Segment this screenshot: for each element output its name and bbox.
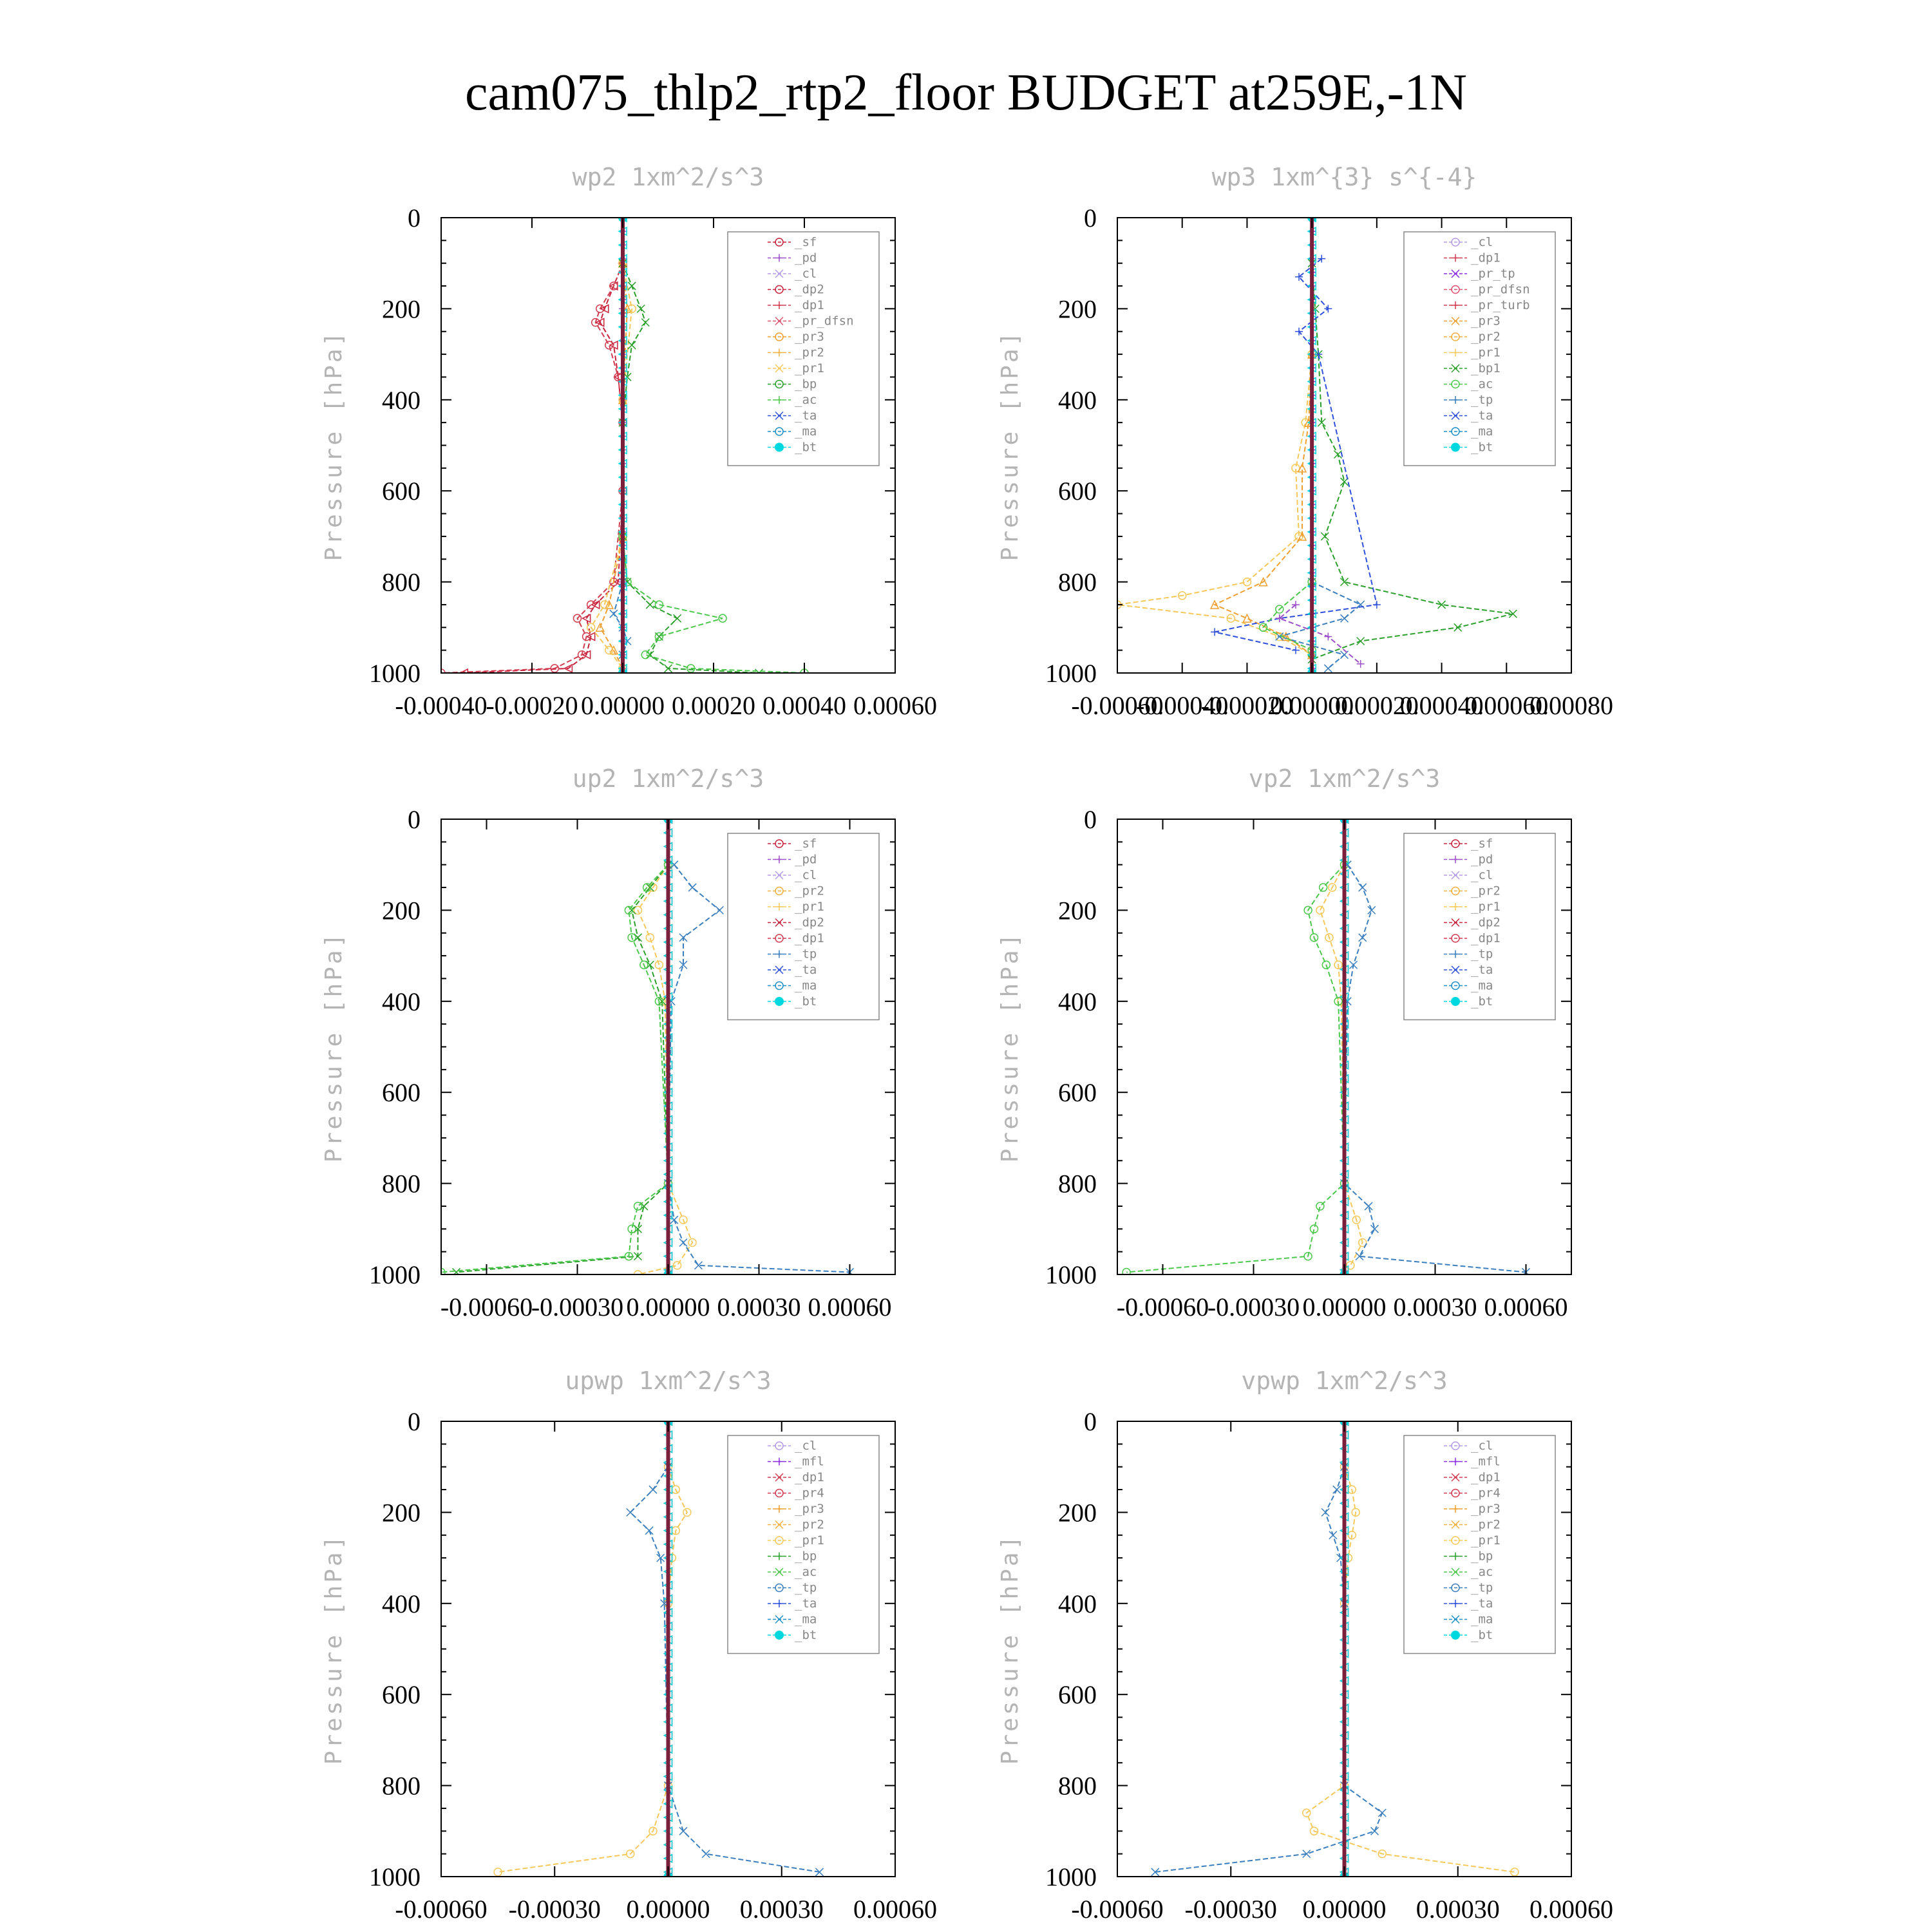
data-point	[674, 614, 681, 622]
y-tick-label: 800	[382, 1771, 421, 1801]
legend-entry: _dp2	[795, 915, 824, 930]
data-point	[1341, 614, 1349, 622]
data-point	[1378, 1809, 1386, 1817]
y-tick-label: 800	[1058, 1169, 1097, 1198]
x-tick-label: 0.00060	[853, 1895, 937, 1924]
y-tick-label: 400	[382, 1589, 421, 1618]
series-line-dp1	[441, 263, 623, 673]
legend-entry: _cl	[795, 267, 817, 281]
data-point	[1365, 1202, 1372, 1210]
x-tick-label: 0.00060	[1530, 1895, 1613, 1924]
legend-entry: _pr1	[1471, 345, 1501, 360]
x-tick-label: 0.00000	[1270, 691, 1354, 720]
x-tick-label: 0.00030	[717, 1293, 801, 1321]
legend-entry: _ta	[795, 963, 817, 977]
x-tick-label: 0.00000	[581, 691, 665, 720]
panel-vp2	[997, 764, 1571, 1321]
legend-entry: _ac	[795, 1565, 817, 1579]
legend-entry: _dp1	[795, 298, 824, 312]
legend-entry: _sf	[795, 235, 817, 249]
data-point	[1324, 665, 1332, 672]
legend-entry: _cl	[795, 868, 817, 882]
x-tick-label: 0.00030	[1393, 1293, 1477, 1321]
x-tick-label: -0.00060	[1116, 1293, 1209, 1321]
legend-entry: _dp1	[795, 1470, 824, 1484]
data-point	[688, 884, 696, 891]
legend-marker	[775, 443, 784, 452]
y-tick-label: 800	[1058, 1771, 1097, 1801]
data-point	[1373, 601, 1381, 609]
x-tick-label: 0.00030	[739, 1895, 824, 1924]
legend-entry: _pr2	[795, 345, 824, 360]
y-tick-label: 0	[408, 204, 421, 232]
y-axis-label: Pressure [hPa]	[997, 329, 1023, 562]
data-point	[649, 1486, 657, 1493]
y-tick-label: 1000	[1045, 1862, 1097, 1891]
data-point	[1321, 533, 1329, 540]
x-tick-label: 0.00060	[1464, 691, 1549, 720]
y-axis-label: Pressure [hPa]	[321, 329, 347, 562]
legend-entry: _tp	[795, 947, 817, 961]
y-tick-label: 400	[382, 385, 421, 415]
y-tick-label: 200	[1058, 1498, 1097, 1528]
y-tick-label: 800	[382, 1169, 421, 1198]
y-tick-label: 800	[382, 567, 421, 597]
x-tick-label: -0.00060	[395, 1895, 488, 1924]
legend-entry: _ac	[1471, 1565, 1493, 1579]
legend-entry: _pr1	[1471, 900, 1501, 914]
x-tick-label: -0.00030	[1184, 1895, 1277, 1924]
data-point	[679, 1239, 687, 1247]
x-tick-label: 0.00060	[808, 1293, 892, 1321]
legend-entry: _pr3	[1471, 314, 1501, 328]
legend-entry: _pr1	[795, 900, 824, 914]
y-tick-label: 0	[408, 1407, 421, 1436]
y-tick-label: 600	[382, 1680, 421, 1710]
legend-entry: _pr2	[1471, 330, 1501, 344]
legend-entry: _pr_dfsn	[795, 314, 854, 328]
x-tick-label: -0.00020	[486, 691, 578, 720]
y-axis-label: Pressure [hPa]	[997, 1533, 1023, 1765]
legend	[1404, 833, 1555, 1020]
data-point	[1211, 628, 1218, 636]
y-tick-label: 0	[1084, 1407, 1097, 1436]
data-point	[665, 665, 672, 672]
y-tick-label: 400	[1058, 1589, 1097, 1618]
legend-entry: _dp1	[1471, 1470, 1501, 1484]
legend-entry: _bp	[795, 377, 817, 392]
data-point	[646, 934, 654, 942]
legend-entry: _pd	[795, 852, 817, 867]
x-tick-label: -0.00060	[1071, 1895, 1164, 1924]
data-point	[646, 601, 654, 609]
legend-entry: _bp1	[1471, 361, 1501, 375]
legend-entry: _tp	[1471, 1580, 1493, 1595]
data-point	[1368, 906, 1376, 914]
legend-entry: _pr1	[795, 361, 824, 375]
data-point	[1371, 1225, 1379, 1233]
legend-entry: _ma	[795, 978, 817, 993]
series-line-ta	[1215, 259, 1377, 650]
y-tick-label: 400	[1058, 385, 1097, 415]
legend-entry: _pr4	[1471, 1486, 1501, 1501]
panel-title: vp2 1xm^2/s^3	[1248, 764, 1441, 793]
y-tick-label: 600	[382, 477, 421, 506]
x-tick-label: 0.00060	[1484, 1293, 1568, 1321]
data-point	[670, 861, 678, 869]
legend-entry: _ta	[795, 1596, 817, 1611]
panel-title: wp2 1xm^2/s^3	[572, 163, 764, 191]
legend-entry: _bt	[795, 1628, 817, 1642]
y-axis-label: Pressure [hPa]	[997, 931, 1023, 1163]
panel-up2	[321, 764, 895, 1321]
legend-entry: _pr3	[1471, 1502, 1501, 1516]
legend-entry: _ma	[1471, 424, 1493, 439]
legend-entry: _ta	[1471, 963, 1493, 977]
data-point	[1329, 1531, 1337, 1539]
panel-vpwp	[997, 1367, 1613, 1924]
legend	[728, 1435, 879, 1654]
legend-entry: _dp1	[1471, 251, 1501, 265]
legend-entry: _dp1	[1471, 931, 1501, 945]
legend-entry: _ma	[1471, 978, 1493, 993]
series-line-tp	[1280, 582, 1361, 668]
legend-entry: _bt	[795, 994, 817, 1009]
x-tick-label: -0.00030	[1207, 1293, 1300, 1321]
legend-entry: _mfl	[795, 1454, 824, 1469]
x-tick-label: 0.00000	[626, 1895, 710, 1924]
data-point	[634, 1202, 642, 1210]
y-tick-label: 1000	[1045, 1260, 1097, 1289]
data-point	[610, 610, 618, 618]
legend-entry: _ma	[1471, 1612, 1493, 1627]
series-line-pr1	[638, 865, 693, 1274]
legend-entry: _cl	[1471, 868, 1493, 882]
legend-entry: _cl	[1471, 235, 1493, 249]
x-tick-label: 0.00020	[1334, 691, 1419, 720]
legend-entry: _sf	[795, 837, 817, 851]
data-point	[679, 1827, 687, 1835]
legend-entry: _bt	[1471, 994, 1493, 1009]
legend-entry: _dp2	[1471, 915, 1501, 930]
legend-entry: _tp	[1471, 947, 1493, 961]
data-point	[1324, 305, 1332, 312]
legend	[728, 833, 879, 1020]
legend	[1404, 1435, 1555, 1654]
y-tick-label: 800	[1058, 567, 1097, 597]
x-tick-label: -0.00030	[531, 1293, 624, 1321]
x-tick-label: -0.00020	[1200, 691, 1294, 720]
x-tick-label: 0.00020	[672, 691, 755, 720]
y-tick-label: 600	[382, 1078, 421, 1108]
data-point	[670, 1216, 678, 1224]
legend-entry: _cl	[795, 1439, 817, 1453]
data-point	[1371, 1827, 1379, 1835]
legend	[728, 232, 879, 466]
data-point	[637, 305, 645, 312]
figure-title: cam075_thlp2_rtp2_floor BUDGET at259E,-1N	[464, 64, 1468, 121]
legend-entry: _pr_dfsn	[1471, 282, 1530, 297]
data-point	[1347, 1262, 1354, 1269]
y-tick-label: 0	[1084, 204, 1097, 232]
legend-entry: _ac	[1471, 377, 1493, 392]
y-tick-label: 200	[382, 294, 421, 324]
panel-wp3	[997, 163, 1613, 720]
series-line-dp1	[1280, 605, 1361, 664]
y-tick-label: 0	[1084, 805, 1097, 834]
x-tick-label: 0.00000	[1302, 1293, 1387, 1321]
x-tick-label: -0.00060	[1071, 691, 1164, 720]
data-point	[628, 341, 636, 349]
x-tick-label: -0.00060	[440, 1293, 533, 1321]
panel-upwp	[321, 1367, 937, 1924]
x-tick-label: -0.00030	[508, 1895, 601, 1924]
series-line-dp1	[441, 865, 668, 1273]
data-point	[1321, 1508, 1329, 1516]
legend-entry: _ma	[795, 1612, 817, 1627]
legend-entry: _pr2	[795, 1517, 824, 1532]
legend-entry: _pd	[1471, 852, 1493, 867]
legend-entry: _pr2	[795, 884, 824, 898]
legend-entry: _pd	[795, 251, 817, 265]
x-tick-label: 0.00000	[1302, 1895, 1387, 1924]
legend-entry: _bp	[1471, 1549, 1493, 1564]
panel-title: up2 1xm^2/s^3	[572, 764, 764, 793]
legend-entry: _pr3	[795, 330, 824, 344]
legend-entry: _dp2	[795, 282, 824, 297]
legend-entry: _pr2	[1471, 884, 1501, 898]
x-tick-label: -0.00040	[395, 691, 488, 720]
y-tick-label: 400	[382, 987, 421, 1016]
data-point	[1316, 1202, 1324, 1210]
legend-marker	[1451, 1631, 1460, 1640]
legend-entry: _bt	[1471, 1628, 1493, 1642]
y-tick-label: 200	[1058, 896, 1097, 925]
y-tick-label: 400	[1058, 987, 1097, 1016]
y-tick-label: 600	[1058, 1078, 1097, 1108]
x-tick-label: 0.00040	[1399, 691, 1484, 720]
y-axis-label: Pressure [hPa]	[321, 1533, 347, 1765]
legend-entry: _cl	[1471, 1439, 1493, 1453]
y-tick-label: 0	[408, 805, 421, 834]
data-point	[1359, 934, 1367, 942]
y-tick-label: 600	[1058, 477, 1097, 506]
legend-entry: _pr3	[795, 1502, 824, 1516]
legend-entry: _ma	[795, 424, 817, 439]
data-point	[641, 319, 649, 327]
data-point	[645, 1527, 653, 1535]
legend-entry: _pr1	[1471, 1533, 1501, 1548]
data-point	[1359, 884, 1367, 891]
data-point	[1243, 614, 1251, 622]
legend-entry: _pr2	[1471, 1517, 1501, 1532]
y-tick-label: 1000	[369, 1260, 421, 1289]
legend-entry: _ta	[795, 408, 817, 423]
panels	[321, 163, 1613, 1924]
y-tick-label: 200	[382, 1498, 421, 1528]
x-tick-label: -0.00040	[1136, 691, 1229, 720]
legend-marker	[775, 1631, 784, 1640]
panel-wp2	[321, 163, 937, 720]
data-point	[1324, 632, 1332, 640]
x-tick-label: 0.00000	[626, 1293, 710, 1321]
panel-title: upwp 1xm^2/s^3	[565, 1367, 772, 1395]
x-tick-label: 0.00060	[853, 691, 937, 720]
x-tick-label: 0.00080	[1530, 691, 1613, 720]
data-point	[1509, 610, 1517, 618]
legend-entry: _tp	[795, 1580, 817, 1595]
data-point	[715, 906, 723, 914]
panel-title: wp3 1xm^{3} s^{-4}	[1211, 163, 1477, 191]
legend-marker	[775, 997, 784, 1006]
legend-marker	[1451, 997, 1460, 1006]
data-point	[1357, 638, 1365, 645]
legend-entry: _dp1	[795, 931, 824, 945]
legend-entry: _ta	[1471, 1596, 1493, 1611]
series-line-dp1	[1126, 865, 1344, 1273]
y-tick-label: 600	[1058, 1680, 1097, 1710]
legend-entry: _mfl	[1471, 1454, 1501, 1469]
data-point	[628, 282, 636, 290]
y-tick-label: 1000	[369, 659, 421, 688]
data-point	[1316, 906, 1324, 914]
data-point	[641, 651, 649, 659]
legend-entry: _ta	[1471, 408, 1493, 423]
legend-entry: _pr_turb	[1471, 298, 1530, 312]
legend-entry: _bt	[795, 440, 817, 455]
data-point	[627, 1508, 634, 1516]
panel-title: vpwp 1xm^2/s^3	[1241, 1367, 1448, 1395]
legend-entry: _sf	[1471, 837, 1493, 851]
legend	[1404, 232, 1555, 466]
legend-entry: _pr4	[795, 1486, 824, 1501]
legend-entry: _pr_tp	[1471, 267, 1515, 281]
legend-entry: _ac	[795, 393, 817, 407]
legend-entry: _bt	[1471, 440, 1493, 455]
series-line-pr1	[498, 1467, 687, 1872]
legend-entry: _pr1	[795, 1533, 824, 1548]
x-tick-label: 0.00040	[762, 691, 846, 720]
legend-entry: _tp	[1471, 393, 1493, 407]
y-tick-label: 1000	[1045, 659, 1097, 688]
y-axis-label: Pressure [hPa]	[321, 931, 347, 1163]
x-tick-label: 0.00030	[1416, 1895, 1500, 1924]
y-tick-label: 200	[1058, 294, 1097, 324]
legend-entry: _bp	[795, 1549, 817, 1564]
series-line-pr2	[1117, 354, 1312, 655]
legend-marker	[1451, 443, 1460, 452]
y-tick-label: 1000	[369, 1862, 421, 1891]
y-tick-label: 200	[382, 896, 421, 925]
